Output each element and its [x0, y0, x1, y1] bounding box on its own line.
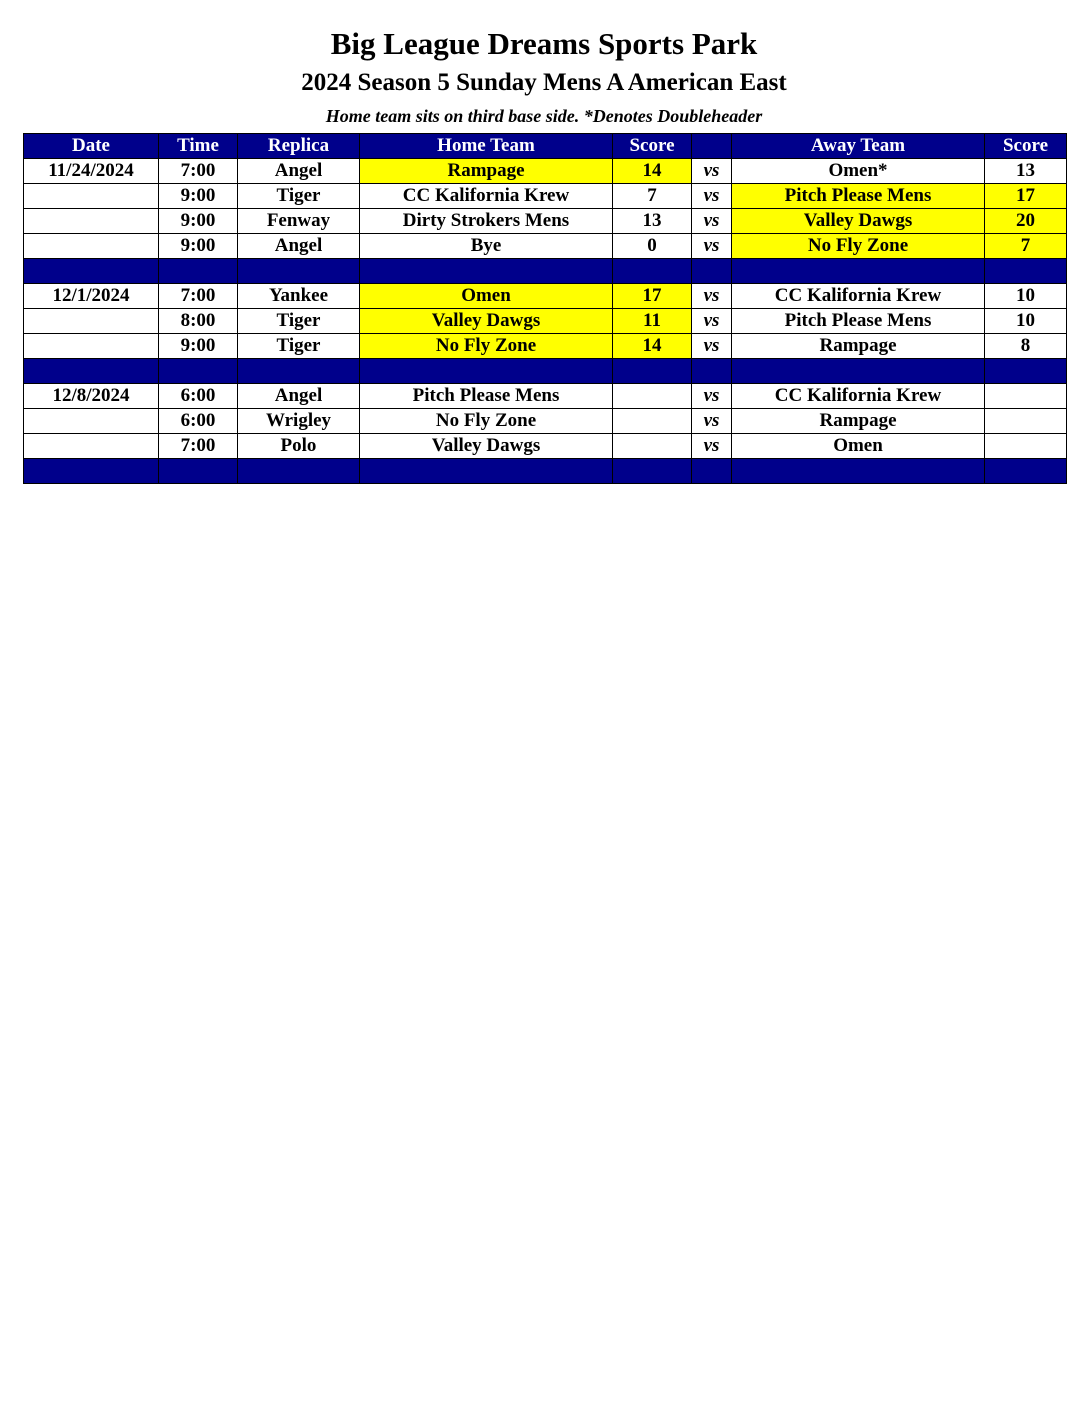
- date-cell: 12/1/2024: [24, 284, 159, 309]
- separator-cell: [360, 259, 613, 284]
- time-cell: 6:00: [159, 409, 238, 434]
- header-time: Time: [159, 134, 238, 159]
- away-team-cell: Valley Dawgs: [732, 209, 985, 234]
- time-cell: 6:00: [159, 384, 238, 409]
- away-team-cell: Rampage: [732, 334, 985, 359]
- separator-cell: [238, 259, 360, 284]
- home-score-cell: [613, 409, 692, 434]
- replica-field-cell: Tiger: [238, 184, 360, 209]
- separator-cell: [985, 459, 1067, 484]
- vs-cell: vs: [692, 434, 732, 459]
- header-home-team: Home Team: [360, 134, 613, 159]
- time-cell: 7:00: [159, 434, 238, 459]
- time-cell: 8:00: [159, 309, 238, 334]
- home-score-cell: 11: [613, 309, 692, 334]
- vs-cell: vs: [692, 409, 732, 434]
- date-cell: [24, 234, 159, 259]
- separator-cell: [692, 459, 732, 484]
- home-team-cell: Rampage: [360, 159, 613, 184]
- separator-cell: [238, 459, 360, 484]
- replica-field-cell: Angel: [238, 159, 360, 184]
- replica-field-cell: Angel: [238, 384, 360, 409]
- away-team-cell: CC Kalifornia Krew: [732, 384, 985, 409]
- date-cell: [24, 209, 159, 234]
- table-row: [24, 309, 1067, 334]
- replica-field-cell: Fenway: [238, 209, 360, 234]
- separator-cell: [613, 459, 692, 484]
- replica-field-cell: Yankee: [238, 284, 360, 309]
- vs-cell: vs: [692, 159, 732, 184]
- separator-cell: [24, 459, 159, 484]
- away-score-cell: 8: [985, 334, 1067, 359]
- schedule-body: [24, 159, 1067, 484]
- week-separator-row: [24, 459, 1067, 484]
- page-title: Big League Dreams Sports Park: [330, 26, 758, 61]
- away-score-cell: 10: [985, 309, 1067, 334]
- home-team-cell: Dirty Strokers Mens: [360, 209, 613, 234]
- schedule-table: [23, 133, 1067, 484]
- separator-cell: [360, 459, 613, 484]
- away-team-cell: Pitch Please Mens: [732, 309, 985, 334]
- home-team-cell: CC Kalifornia Krew: [360, 184, 613, 209]
- home-team-cell: Omen: [360, 284, 613, 309]
- vs-cell: vs: [692, 184, 732, 209]
- away-score-cell: 7: [985, 234, 1067, 259]
- table-row: [24, 409, 1067, 434]
- replica-field-cell: Angel: [238, 234, 360, 259]
- away-score-cell: 20: [985, 209, 1067, 234]
- header-vs: [692, 134, 732, 159]
- separator-cell: [159, 459, 238, 484]
- header-replica: Replica: [238, 134, 360, 159]
- separator-cell: [613, 359, 692, 384]
- home-score-cell: 17: [613, 284, 692, 309]
- page-subtitle: 2024 Season 5 Sunday Mens A American East: [301, 69, 787, 96]
- home-team-cell: No Fly Zone: [360, 334, 613, 359]
- time-cell: 9:00: [159, 234, 238, 259]
- replica-field-cell: Wrigley: [238, 409, 360, 434]
- separator-cell: [24, 259, 159, 284]
- separator-cell: [732, 359, 985, 384]
- home-score-cell: 14: [613, 334, 692, 359]
- table-row: [24, 184, 1067, 209]
- away-team-cell: Omen*: [732, 159, 985, 184]
- table-row: [24, 434, 1067, 459]
- header-away-team: Away Team: [732, 134, 985, 159]
- replica-field-cell: Tiger: [238, 334, 360, 359]
- separator-cell: [238, 359, 360, 384]
- date-cell: [24, 334, 159, 359]
- time-cell: 9:00: [159, 209, 238, 234]
- table-row: [24, 209, 1067, 234]
- header-away-score: Score: [985, 134, 1067, 159]
- away-team-cell: Omen: [732, 434, 985, 459]
- separator-cell: [613, 259, 692, 284]
- home-score-cell: [613, 384, 692, 409]
- away-score-cell: 10: [985, 284, 1067, 309]
- table-row: [24, 284, 1067, 309]
- away-score-cell: [985, 409, 1067, 434]
- home-team-cell: Valley Dawgs: [360, 434, 613, 459]
- home-team-cell: Pitch Please Mens: [360, 384, 613, 409]
- date-cell: 12/8/2024: [24, 384, 159, 409]
- time-cell: 7:00: [159, 159, 238, 184]
- away-score-cell: [985, 384, 1067, 409]
- separator-cell: [985, 259, 1067, 284]
- replica-field-cell: Tiger: [238, 309, 360, 334]
- replica-field-cell: Polo: [238, 434, 360, 459]
- table-row: [24, 234, 1067, 259]
- vs-cell: vs: [692, 309, 732, 334]
- date-cell: [24, 434, 159, 459]
- date-cell: [24, 184, 159, 209]
- separator-cell: [159, 259, 238, 284]
- date-cell: [24, 309, 159, 334]
- home-score-cell: 13: [613, 209, 692, 234]
- away-team-cell: CC Kalifornia Krew: [732, 284, 985, 309]
- home-score-cell: 0: [613, 234, 692, 259]
- time-cell: 9:00: [159, 334, 238, 359]
- vs-cell: vs: [692, 209, 732, 234]
- week-separator-row: [24, 359, 1067, 384]
- schedule-note: Home team sits on third base side. *Denotes Doubleheader: [325, 106, 763, 126]
- vs-cell: vs: [692, 384, 732, 409]
- home-score-cell: [613, 434, 692, 459]
- table-row: [24, 384, 1067, 409]
- away-team-cell: Rampage: [732, 409, 985, 434]
- table-row: [24, 334, 1067, 359]
- header-date: Date: [24, 134, 159, 159]
- vs-cell: vs: [692, 334, 732, 359]
- time-cell: 7:00: [159, 284, 238, 309]
- vs-cell: vs: [692, 284, 732, 309]
- time-cell: 9:00: [159, 184, 238, 209]
- away-score-cell: 17: [985, 184, 1067, 209]
- away-team-cell: Pitch Please Mens: [732, 184, 985, 209]
- away-score-cell: 13: [985, 159, 1067, 184]
- home-team-cell: No Fly Zone: [360, 409, 613, 434]
- away-score-cell: [985, 434, 1067, 459]
- separator-cell: [360, 359, 613, 384]
- away-team-cell: No Fly Zone: [732, 234, 985, 259]
- date-cell: 11/24/2024: [24, 159, 159, 184]
- table-row: [24, 159, 1067, 184]
- header-home-score: Score: [613, 134, 692, 159]
- separator-cell: [985, 359, 1067, 384]
- home-score-cell: 14: [613, 159, 692, 184]
- separator-cell: [24, 359, 159, 384]
- separator-cell: [692, 359, 732, 384]
- separator-cell: [732, 459, 985, 484]
- table-header-row: [24, 134, 1067, 159]
- separator-cell: [159, 359, 238, 384]
- date-cell: [24, 409, 159, 434]
- home-team-cell: Valley Dawgs: [360, 309, 613, 334]
- home-team-cell: Bye: [360, 234, 613, 259]
- week-separator-row: [24, 259, 1067, 284]
- separator-cell: [732, 259, 985, 284]
- home-score-cell: 7: [613, 184, 692, 209]
- separator-cell: [692, 259, 732, 284]
- vs-cell: vs: [692, 234, 732, 259]
